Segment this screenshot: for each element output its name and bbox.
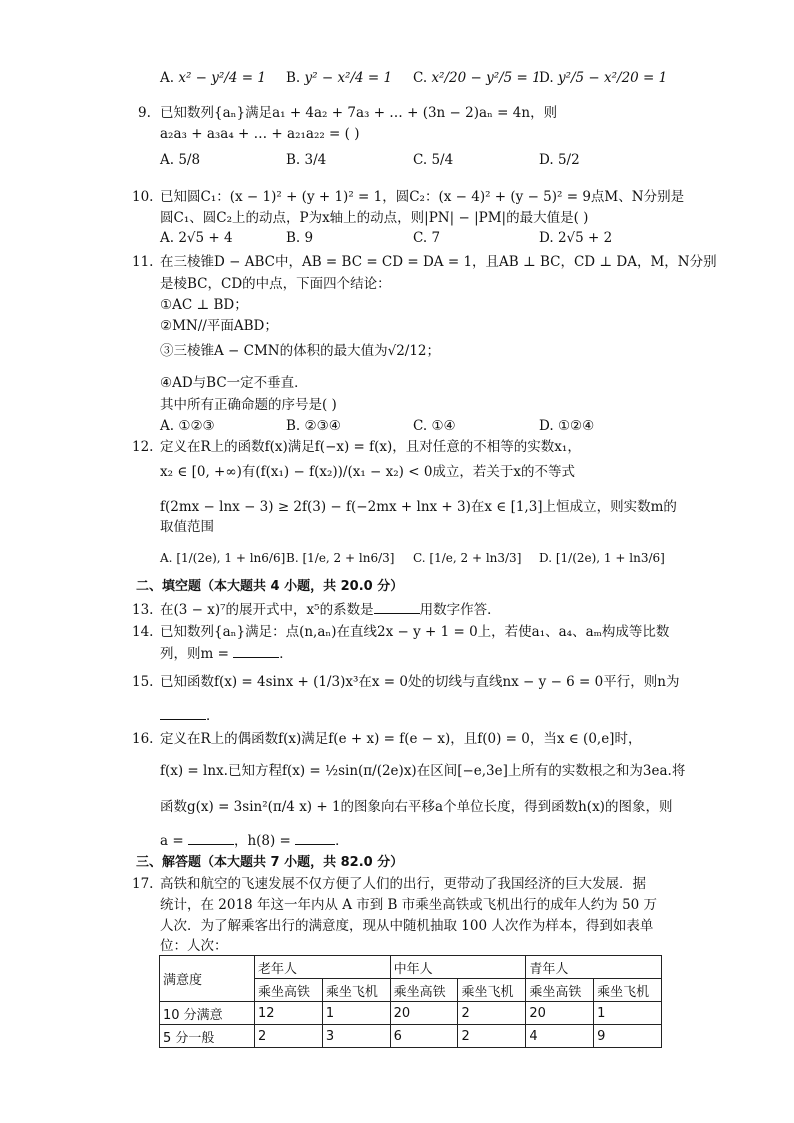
q9-option-d: D. 5/2 [539,152,580,168]
q11-line1: 在三棱锥D − ABC中，AB = BC = CD = DA = 1，且AB ⊥ BC，CD ⊥ DA，M，N分别 [160,254,717,270]
table-cell: 9 [594,1025,662,1048]
q11-claim-4: ④AD与BC一定不垂直． [160,375,308,391]
table-cell: 20 [526,1002,594,1025]
q12-option-d: D. [1/(2e), 1 + ln3/6] [539,551,665,565]
q12-option-a: A. [1/(2e), 1 + ln6/6] [160,551,286,565]
q9-option-a: A. 5/8 [160,152,201,168]
q12-line4: 取值范围 [160,519,214,535]
table-group-header: 老年人 [255,956,391,979]
q13-number: 13. [132,602,154,618]
q10-option-d: D. 2√5 + 2 [539,230,613,246]
q12-option-c: C. [1/e, 2 + ln3/3] [413,551,522,565]
section-3-title: 三、解答题（本大题共 7 小题，共 82.0 分） [136,855,404,870]
table-cell: 20 [390,1002,458,1025]
q11-option-b: B. ②③④ [286,418,341,434]
q11-option-d: D. ①②④ [539,418,595,434]
q17-line4: 位：人次： [160,938,228,954]
q15-number: 15. [132,674,154,690]
q8-option-d: D. y²/5 − x²/20 = 1 [539,70,668,86]
q10-number: 10. [132,189,154,205]
q16-line3: 函数g(x) = 3sin²(π/4 x) + 1的图象向右平移a个单位长度，得到函数h(x)的图象，则 [160,799,673,815]
satisfaction-table [159,955,662,1048]
q10-line1: 已知圆C₁：(x − 1)² + (y + 1)² = 1，圆C₂：(x − 4)² + (y − 5)² = 9点M、N分别是 [160,189,685,205]
q9-line2: a₂a₃ + a₃a₄ + … + a₂₁a₂₂ = ( ) [160,126,360,142]
q12-line2: x₂ ∈ [0, +∞)有(f(x₁) − f(x₂))/(x₁ − x₂) < 0成立，若关于x的不等式 [160,464,576,480]
table-row-label: 10 分满意 [160,1002,255,1025]
table-cell: 2 [458,1025,526,1048]
q9-number: 9. [138,105,151,121]
q16-answer-blank-b[interactable] [295,832,335,845]
q17-line3: 人次．为了解乘客出行的满意度，现从中随机抽取 100 人次作为样本，得到如表单 [160,918,654,934]
q11-claim-2: ②MN//平面ABD； [160,318,278,334]
q11-line3: 其中所有正确命题的序号是( ) [160,397,337,413]
table-cell: 1 [594,1002,662,1025]
q14-answer-blank[interactable] [233,645,279,658]
q9-option-b: B. 3/4 [286,152,327,168]
q11-claim-3: ③三棱锥A − CMN的体积的最大值为√2/12； [160,343,441,359]
q15-answer-blank[interactable] [160,707,206,720]
table-subheader: 乘坐高铁 [526,979,594,1002]
table-subheader: 乘坐飞机 [458,979,526,1002]
q16-line1: 定义在R上的偶函数f(x)满足f(e + x) = f(e − x)，且f(0) = 0，当x ∈ (0,e]时， [160,731,642,747]
q12-line1: 定义在R上的函数f(x)满足f(−x) = f(x)，且对任意的不相等的实数x₁， [160,439,581,455]
q10-option-c: C. 7 [413,230,441,246]
table-group-header: 中年人 [390,956,526,979]
table-cell: 2 [458,1002,526,1025]
table-row [160,1002,662,1025]
q9-line1: 已知数列{aₙ}满足a₁ + 4a₂ + 7a₃ + … + (3n − 2)aₙ = 4n，则 [160,105,558,121]
table-cell: 4 [526,1025,594,1048]
table-cell: 3 [322,1025,390,1048]
table-cell: 2 [255,1025,323,1048]
table-cell: 6 [390,1025,458,1048]
q10-option-b: B. 9 [286,230,314,246]
q14-number: 14. [132,624,154,640]
table-cell: 12 [255,1002,323,1025]
table-group-header: 青年人 [526,956,662,979]
q13-text: 在(3 − x)⁷的展开式中，x⁵的系数是 用数字作答． [160,602,501,618]
q11-number: 11. [132,254,154,270]
section-2-title: 二、填空题（本大题共 4 小题，共 20.0 分） [136,579,404,594]
q15-line1: 已知函数f(x) = 4sinx + (1/3)x³在x = 0处的切线与直线nx − y − 6 = 0平行，则n为 [160,674,680,690]
table-subheader: 乘坐高铁 [255,979,323,1002]
table-subheader: 乘坐飞机 [322,979,390,1002]
q17-line2: 统计，在 2018 年这一年内从 A 市到 B 市乘坐高铁或飞机出行的成年人约为 50 万 [160,897,658,913]
q13-answer-blank[interactable] [374,601,420,614]
q11-option-a: A. ①②③ [160,418,215,434]
q8-option-a: A. x² − y²/4 = 1 [160,70,266,86]
table-cell: 1 [322,1002,390,1025]
q8-option-b: B. y² − x²/4 = 1 [286,70,393,86]
q10-line2: 圆C₁、圆C₂上的动点，P为x轴上的动点，则|PN| − |PM|的最大值是( ) [160,210,589,226]
table-subheader: 乘坐飞机 [594,979,662,1002]
q12-option-b: B. [1/e, 2 + ln6/3] [286,551,395,565]
q16-answer-blank-a[interactable] [188,832,234,845]
q16-number: 16. [132,731,154,747]
table-subheader: 乘坐高铁 [390,979,458,1002]
q16-line4: a = ，h(8) = ． [160,833,349,849]
table-row [160,1025,662,1048]
table-header-row [160,956,662,979]
q17-number: 17. [132,876,154,892]
q9-option-c: C. 5/4 [413,152,454,168]
q11-claim-1: ①AC ⊥ BD； [160,297,248,313]
q12-number: 12. [132,439,154,455]
table-row-label: 5 分一般 [160,1025,255,1048]
q17-line1: 高铁和航空的飞速发展不仅方便了人们的出行，更带动了我国经济的巨大发展．据 [160,876,646,892]
q14-line1: 已知数列{aₙ}满足：点(n,aₙ)在直线2x − y + 1 = 0上，若使a₁、a₄、aₘ构成等比数 [160,624,670,640]
q11-option-c: C. ①④ [413,418,456,434]
q8-option-c: C. x²/20 − y²/5 = 1 [413,70,541,86]
q12-line3: f(2mx − lnx − 3) ≥ 2f(3) − f(−2mx + lnx + 3)在x ∈ [1,3]上恒成立，则实数m的 [160,499,677,515]
q14-line2: 列，则m = ． [160,646,293,662]
q11-line2: 是棱BC，CD的中点，下面四个结论： [160,276,391,292]
q16-line2: f(x) = lnx.已知方程f(x) = ½sin(π/(2e)x)在区间[−e,3e]上所有的实数根之和为3ea.将 [160,763,686,779]
q15-line2: ． [160,707,220,725]
q10-option-a: A. 2√5 + 4 [160,230,233,246]
table-corner-cell: 满意度 [160,956,255,1002]
